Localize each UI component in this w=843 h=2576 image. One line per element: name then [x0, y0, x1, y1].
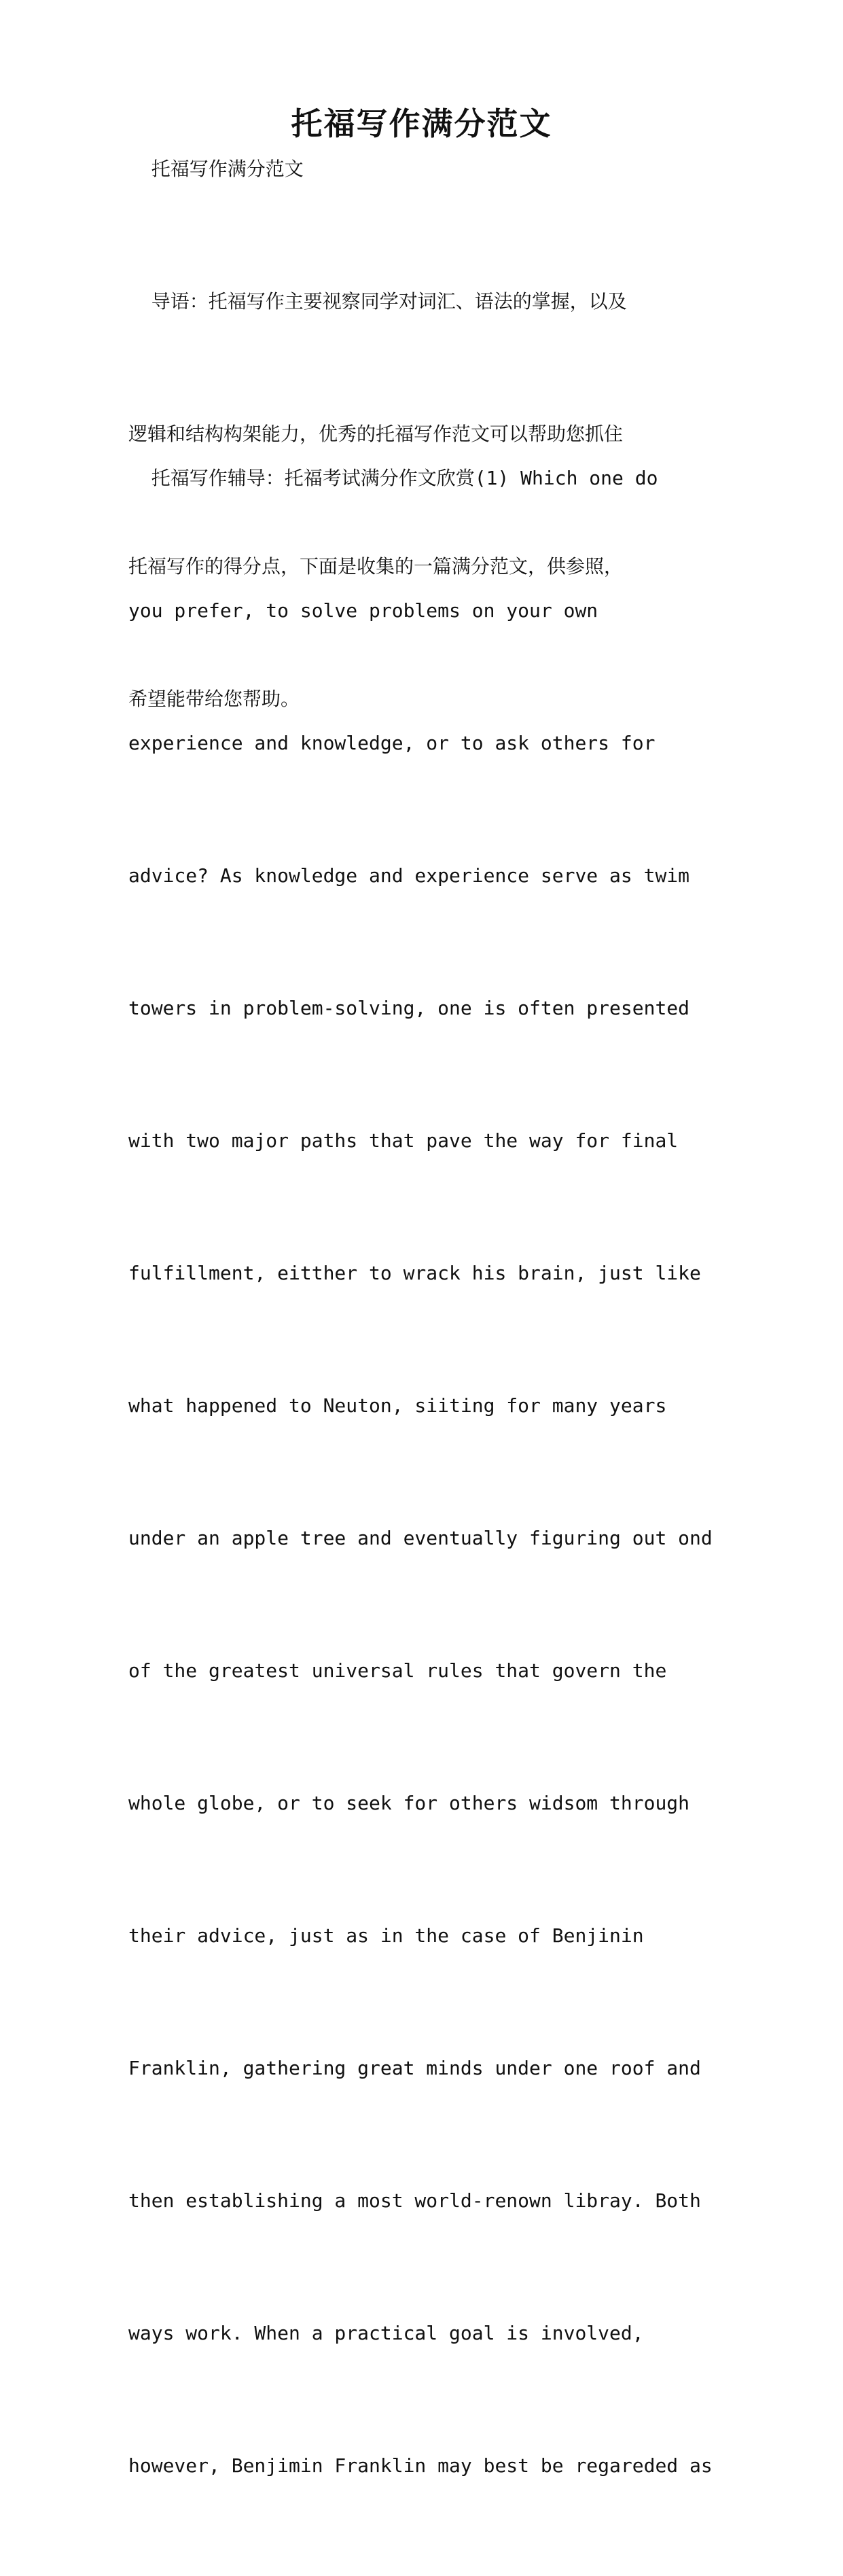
- essay-line: then establishing a most world-renown libray. Both: [128, 2189, 701, 2212]
- essay-line: towers in problem-solving, one is often presented: [128, 997, 690, 1019]
- essay-paragraph: [128, 368, 726, 2576]
- document-subtitle: 托福写作满分范文: [128, 158, 304, 180]
- essay-line: their advice, just as in the case of Benjinin: [128, 1924, 644, 1947]
- essay-line: ways work. When a practical goal is involved,: [128, 2322, 644, 2344]
- intro-line: 托福写作的得分点，下面是收集的一篇满分范文，供参照，: [128, 555, 624, 578]
- essay-line: 托福写作辅导：托福考试满分作文欣赏(1) Which one do: [128, 467, 658, 489]
- essay-line: under an apple tree and eventually figuring out ond: [128, 1527, 713, 1549]
- essay-line: with two major paths that pave the way for final: [128, 1129, 679, 1152]
- essay-line: what happened to Neuton, siiting for many years: [128, 1394, 667, 1417]
- intro-line: 导语：托福写作主要视察同学对词汇、语法的掌握，以及: [128, 290, 627, 313]
- essay-line: whole globe, or to seek for others widsom through: [128, 1792, 690, 1814]
- essay-line: Franklin, gathering great minds under one roof and: [128, 2057, 701, 2079]
- intro-line: 逻辑和结构构架能力，优秀的托福写作范文可以帮助您抓住: [128, 423, 624, 445]
- essay-line: fulfillment, eitther to wrack his brain, just like: [128, 1262, 701, 1284]
- essay-line: advice? As knowledge and experience serve as twim: [128, 864, 690, 887]
- essay-line: however, Benjimin Franklin may best be regareded as: [128, 2454, 713, 2477]
- essay-line: you prefer, to solve problems on your own: [128, 599, 598, 622]
- essay-line: experience and knowledge, or to ask others for: [128, 732, 656, 754]
- document-title: 托福写作满分范文: [291, 105, 552, 142]
- essay-line: of the greatest universal rules that govern the: [128, 1659, 667, 1682]
- intro-line: 希望能带给您帮助。: [128, 688, 300, 710]
